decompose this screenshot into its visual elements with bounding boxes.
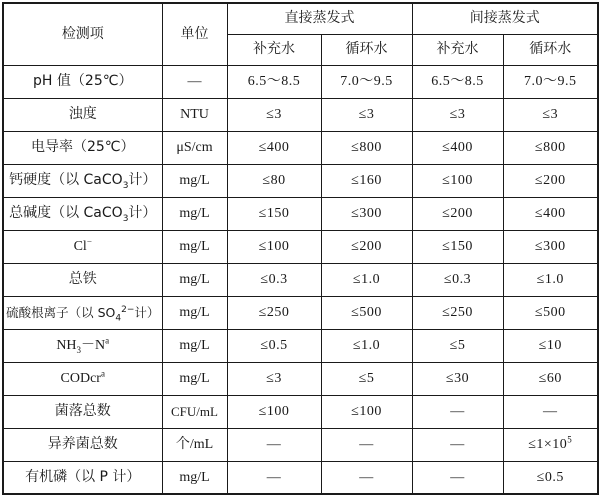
row-unit: 个/mL (162, 429, 227, 462)
row-unit: mg/L (162, 165, 227, 198)
indirect-circulating-value: ≤300 (503, 231, 598, 264)
direct-makeup-value: — (227, 462, 321, 495)
direct-makeup-value: ≤100 (227, 231, 321, 264)
row-item-label: NH (56, 338, 77, 354)
row-unit: mg/L (162, 297, 227, 330)
row-item-label: pH 值（25℃） (33, 73, 133, 90)
direct-circulating-value: ≤1.0 (321, 264, 412, 297)
row-item-superscript: a (100, 368, 105, 379)
indirect-makeup-value: ≤400 (412, 132, 503, 165)
direct-circulating-value: ≤1.0 (321, 330, 412, 363)
indirect-makeup-value: — (412, 429, 503, 462)
indirect-makeup-value: ≤30 (412, 363, 503, 396)
row-item-label: 浊度 (68, 106, 97, 123)
indirect-circulating-value: — (503, 396, 598, 429)
row-unit: CFU/mL (162, 396, 227, 429)
indirect-makeup-value: ≤100 (412, 165, 503, 198)
header-row-1 (3, 3, 598, 35)
direct-makeup-value: ≤150 (227, 198, 321, 231)
row-item-label: 钙硬度（以 CaCO (9, 172, 123, 189)
water-quality-table (2, 2, 599, 495)
row-item-name (3, 99, 162, 132)
direct-circulating-value: ≤200 (321, 231, 412, 264)
unit-header: 单位 (162, 3, 227, 66)
table-row (3, 66, 598, 99)
row-item-superscript: a (105, 335, 110, 346)
row-item-name (3, 264, 162, 297)
row-item-label: 异养菌总数 (47, 436, 118, 453)
direct-makeup-header: 补充水 (227, 35, 321, 66)
row-item-label: 菌落总数 (54, 403, 111, 420)
row-item-label: Cl (73, 239, 87, 255)
indirect-circulating-value: ≤0.5 (503, 462, 598, 495)
row-item-name (3, 330, 162, 363)
indirect-circulating-value: ≤1.0 (503, 264, 598, 297)
item-header: 检测项 (3, 3, 162, 66)
indirect-circulating-value: ≤10 (503, 330, 598, 363)
row-unit: mg/L (162, 330, 227, 363)
indirect-circulating-value: ≤3 (503, 99, 598, 132)
indirect-makeup-value: ≤0.3 (412, 264, 503, 297)
indirect-circulating-value: ≤800 (503, 132, 598, 165)
indirect-makeup-value: 6.5～8.5 (412, 66, 503, 99)
direct-makeup-value: ≤0.3 (227, 264, 321, 297)
row-item-name (3, 66, 162, 99)
direct-makeup-value: ≤250 (227, 297, 321, 330)
row-unit: mg/L (162, 198, 227, 231)
row-item-label: 有机磷（以 P 计） (25, 468, 141, 485)
direct-circulating-value: ≤3 (321, 99, 412, 132)
indirect-circulating-value: 7.0～9.5 (503, 66, 598, 99)
table-row (3, 462, 598, 495)
indirect-makeup-value: — (412, 462, 503, 495)
row-item-label-tail: －N (81, 338, 106, 354)
row-item-label: 总铁 (68, 271, 97, 288)
row-unit: μS/cm (162, 132, 227, 165)
row-item-name (3, 132, 162, 165)
indirect-makeup-value: — (412, 396, 503, 429)
table-row (3, 396, 598, 429)
row-item-label: 硫酸根离子（以 SO (6, 305, 116, 321)
row-item-name (3, 462, 162, 495)
row-unit: — (162, 66, 227, 99)
table-row (3, 264, 598, 297)
indirect-circulating-value: ≤500 (503, 297, 598, 330)
row-item-subscript: 4 (115, 313, 122, 324)
table-row (3, 330, 598, 363)
table-row (3, 297, 598, 330)
direct-makeup-value: ≤3 (227, 363, 321, 396)
row-item-subscript: 3 (122, 181, 129, 192)
row-item-name (3, 198, 162, 231)
row-item-name (3, 396, 162, 429)
value-exponent: 5 (567, 434, 573, 445)
indirect-makeup-value: ≤150 (412, 231, 503, 264)
direct-circulating-value: ≤160 (321, 165, 412, 198)
table-row (3, 363, 598, 396)
direct-evaporative-header: 直接蒸发式 (227, 3, 412, 35)
direct-makeup-value: ≤100 (227, 396, 321, 429)
row-unit: mg/L (162, 363, 227, 396)
row-item-subscript: 3 (122, 214, 129, 225)
table-row (3, 429, 598, 462)
row-unit: mg/L (162, 462, 227, 495)
direct-circulating-value: 7.0～9.5 (321, 66, 412, 99)
row-item-name (3, 165, 162, 198)
indirect-makeup-value: ≤5 (412, 330, 503, 363)
row-item-superscript: 2− (121, 304, 135, 315)
direct-circulating-value: — (321, 429, 412, 462)
direct-circulating-value: ≤300 (321, 198, 412, 231)
indirect-makeup-value: ≤200 (412, 198, 503, 231)
row-item-name (3, 231, 162, 264)
direct-circulating-value: ≤800 (321, 132, 412, 165)
direct-makeup-value: ≤80 (227, 165, 321, 198)
row-item-label: 电导率（25℃） (30, 139, 135, 156)
row-item-subscript: 3 (76, 345, 82, 356)
direct-circulating-value: — (321, 462, 412, 495)
row-item-label-tail: 计） (128, 172, 157, 189)
row-item-label-tail: 计） (134, 305, 160, 321)
direct-circulating-value: ≤5 (321, 363, 412, 396)
indirect-circulating-value: ≤400 (503, 198, 598, 231)
row-item-label: CODcr (60, 371, 101, 387)
indirect-circulating-value (503, 429, 598, 462)
indirect-makeup-header: 补充水 (412, 35, 503, 66)
table-row (3, 198, 598, 231)
row-item-name (3, 297, 162, 330)
table-row (3, 231, 598, 264)
row-unit: mg/L (162, 231, 227, 264)
row-unit: NTU (162, 99, 227, 132)
indirect-makeup-value: ≤3 (412, 99, 503, 132)
direct-makeup-value: ≤400 (227, 132, 321, 165)
direct-circulating-header: 循环水 (321, 35, 412, 66)
direct-makeup-value: 6.5～8.5 (227, 66, 321, 99)
table-row (3, 165, 598, 198)
direct-circulating-value: ≤500 (321, 297, 412, 330)
table-row (3, 132, 598, 165)
direct-circulating-value: ≤100 (321, 396, 412, 429)
row-unit: mg/L (162, 264, 227, 297)
row-item-name (3, 363, 162, 396)
indirect-circulating-value: ≤60 (503, 363, 598, 396)
direct-makeup-value: ≤0.5 (227, 330, 321, 363)
direct-makeup-value: — (227, 429, 321, 462)
indirect-evaporative-header: 间接蒸发式 (412, 3, 598, 35)
table-row (3, 99, 598, 132)
row-item-label: 总碱度（以 CaCO (9, 205, 123, 222)
value-mantissa: ≤1×10 (528, 437, 568, 453)
row-item-superscript: − (86, 236, 92, 247)
indirect-circulating-value: ≤200 (503, 165, 598, 198)
row-item-label-tail: 计） (128, 205, 157, 222)
direct-makeup-value: ≤3 (227, 99, 321, 132)
indirect-makeup-value: ≤250 (412, 297, 503, 330)
row-item-name (3, 429, 162, 462)
indirect-circulating-header: 循环水 (503, 35, 598, 66)
